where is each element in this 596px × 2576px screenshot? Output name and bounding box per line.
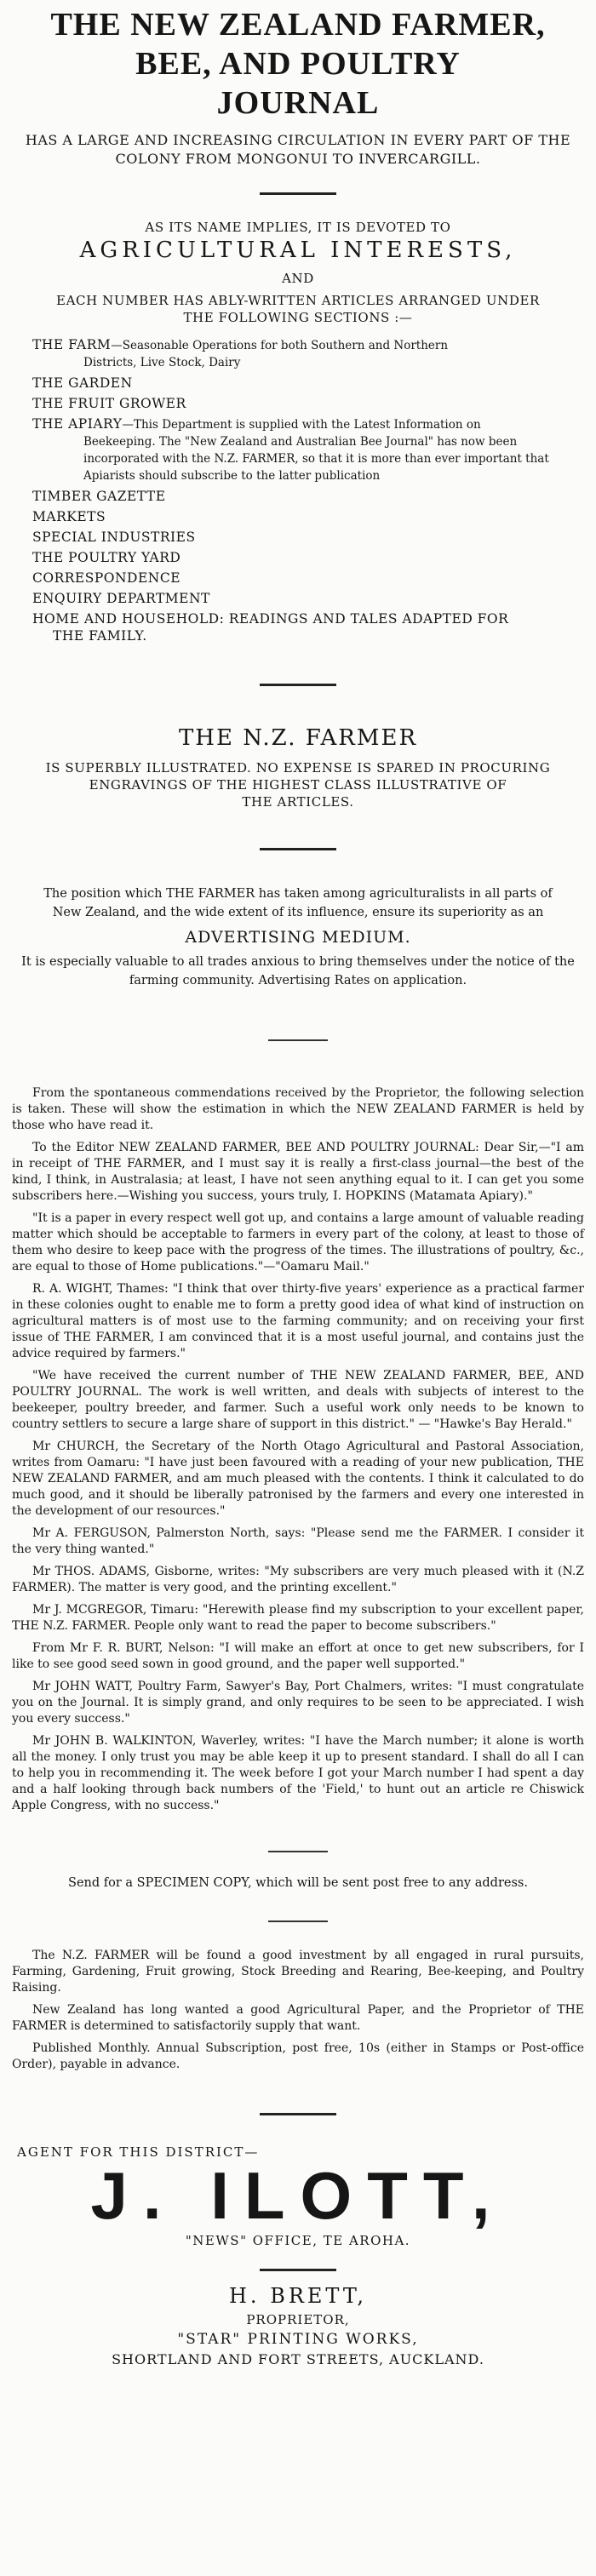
testimonial-item: From Mr F. R. BURT, Nelson: "I will make an effort at once to get new subscribers, for I like to see good seed sown in good ground, and the paper well supported." (12, 1641, 584, 1671)
agricultural-interests-heading: AGRICULTURAL INTERESTS, (79, 238, 517, 263)
section-item (32, 375, 584, 392)
section-desc-cont: Districts, Live Stock, Dairy (83, 356, 241, 369)
circulation-line1: HAS A LARGE AND INCREASING CIRCULATION IN EVERY PART OF THE (25, 132, 571, 148)
section-name: MARKETS (32, 509, 106, 524)
section-name: CORRESPONDENCE (32, 570, 181, 586)
devotion-block (12, 219, 584, 326)
section-name: THE APIARY (32, 416, 123, 432)
testimonial-item: Mr CHURCH, the Secretary of the North Otago Agricultural and Pastoral Association, writes from Oamaru: "I have just been favoured with a reading of your new publication, THE NEW ZEALAND FARMER, and am much pleased with the contents. I think it calculated to do much good, and it should be liberally patronised by the farmers and every one interested in the development of our resources." (12, 1440, 584, 1518)
proprietor-title: PROPRIETOR, (246, 2312, 350, 2327)
devotion-line4: EACH NUMBER HAS ABLY-WRITTEN ARTICLES ARRANGED UNDER (56, 293, 540, 308)
section-name: THE POULTRY YARD (32, 550, 181, 565)
section-name: SPECIAL INDUSTRIES (32, 530, 196, 545)
investment-para2: New Zealand has long wanted a good Agricultural Paper, and the Proprietor of THE FARMER is determined to satisfactorily supply that want. (12, 2003, 584, 2033)
masthead-title-line3: JOURNAL (216, 85, 380, 121)
section-desc: —This Department is supplied with the Latest Information on (122, 418, 481, 432)
masthead-title-line2: BEE, AND POULTRY (135, 46, 461, 82)
illustrated-line1: IS SUPERBLY ILLUSTRATED. NO EXPENSE IS SPARED IN PROCURING (45, 760, 551, 776)
testimonial-item: R. A. WIGHT, Thames: "I think that over thirty-five years' experience as a practical farmer in these colonies ought to enable me to form a pretty good idea of what kind of instruction on agricultural matters is of most use to the farming community; and on receiving your first issue of THE FARMER, I am convinced that it is a most useful journal, and contains just the advice required by farmers." (12, 1282, 584, 1360)
agent-office: "NEWS" OFFICE, TE AROHA. (185, 2233, 411, 2248)
testimonial-item: "It is a paper in every respect well got up, and contains a large amount of valuable reading matter which should be acceptable to farmers in every part of the colony, at least to those of them who desire to keep pace with the progress of the times. The illustrations of poultry, &c., are equal to those of Home publications."—"Oamaru Mail." (12, 1211, 584, 1274)
section-item (32, 336, 584, 371)
printing-works: "STAR" PRINTING WORKS, (177, 2331, 419, 2348)
circulation-line2: COLONY FROM MONGONUI TO INVERCARGILL. (115, 151, 481, 167)
position-line1: The position which THE FARMER has taken among agriculturalists in all parts of (43, 887, 553, 901)
illustrated-heading: THE N.Z. FARMER (178, 725, 418, 751)
masthead-title-line1: THE NEW ZEALAND FARMER, (50, 7, 546, 43)
testimonial-item: Mr JOHN B. WALKINTON, Waverley, writes: "I have the March number; it alone is worth all the money. I only trust you may be able keep it up to present standard. I shall do all I can to help you in recommending it. The week before I got your March number I had spent a day and a half looking through back numbers of the 'Field,' to hunt out an article re Chiswick Apple Congress, with no success." (12, 1734, 584, 1812)
position-line3: It is especially valuable to all trades anxious to bring themselves under the notice of the (21, 955, 575, 969)
devotion-line5: THE FOLLOWING SECTIONS :— (183, 310, 413, 325)
section-item (32, 570, 584, 587)
specimen-copy-line: Send for a SPECIMEN COPY, which will be sent post free to any address. (68, 1876, 528, 1890)
section-item (32, 590, 584, 607)
testimonial-item: Mr J. MCGREGOR, Timaru: "Herewith please find my subscription to your excellent paper, THE N.Z. FARMER. People only want to read the paper to become subscribers." (12, 1603, 584, 1633)
testimonials-block (12, 1085, 584, 1814)
testimonial-item: Mr JOHN WATT, Poultry Farm, Sawyer's Bay, Port Chalmers, writes: "I must congratulate you on the Journal. It is simply grand, and only requires to be seen to be appreciated. I wish you every success." (12, 1680, 584, 1726)
masthead (12, 5, 584, 169)
devotion-line1: AS ITS NAME IMPLIES, IT IS DEVOTED TO (145, 220, 451, 235)
section-desc: —Seasonable Operations for both Southern and Northern (111, 339, 449, 352)
section-name: ENQUIRY DEPARTMENT (32, 591, 210, 606)
section-item (32, 415, 584, 484)
devotion-and: AND (282, 271, 314, 286)
position-block (12, 884, 584, 990)
position-line2: New Zealand, and the wide extent of its influence, ensure its superiority as an (52, 906, 544, 919)
testimonial-item: "We have received the current number of THE NEW ZEALAND FARMER, BEE, AND POULTRY JOURNAL. The work is well written, and deals with subjects of interest to the beekeeper, poultry breeder, and farmer. Such a useful work only needs to be known to country settlers to secure a large share of support in this district." — "Hawke's Bay Herald." (12, 1369, 584, 1431)
section-item (32, 488, 584, 505)
illustrated-block (12, 722, 584, 810)
section-item (32, 529, 584, 546)
proprietor-block (12, 2283, 584, 2367)
investment-para1: The N.Z. FARMER will be found a good investment by all engaged in rural pursuits, Farming, Gardening, Fruit growing, Stock Breeding and Rearing, Bee-keeping, and Poultry Raising. (12, 1949, 584, 1995)
section-item (32, 395, 584, 412)
section-name: HOME AND HOUSEHOLD: READINGS AND TALES ADAPTED FOR (32, 611, 509, 627)
section-item (32, 549, 584, 566)
section-name: TIMBER GAZETTE (32, 489, 166, 504)
testimonials-intro: From the spontaneous commendations received by the Proprietor, the following selection is taken. These will show the estimation in which the NEW ZEALAND FARMER is held by those who have read it. (12, 1086, 584, 1132)
position-line4: farming community. Advertising Rates on application. (129, 974, 467, 987)
section-name: THE FRUIT GROWER (32, 396, 186, 411)
investment-para3: Published Monthly. Annual Subscription, post free, 10s (either in Stamps or Post-office Order), payable in advance. (12, 2041, 584, 2071)
section-name: THE FARM (32, 337, 112, 352)
section-name-cont: THE FAMILY. (53, 628, 147, 644)
illustrated-line2: ENGRAVINGS OF THE HIGHEST CLASS ILLUSTRATIVE OF (89, 777, 507, 793)
proprietor-name: H. BRETT, (229, 2284, 367, 2308)
section-item (32, 508, 584, 525)
agent-name: J. ILOTT, (90, 2158, 506, 2233)
agent-label: AGENT FOR THIS DISTRICT— (17, 2144, 260, 2160)
proprietor-address: SHORTLAND AND FORT STREETS, AUCKLAND. (112, 2351, 484, 2367)
section-item (32, 610, 584, 644)
advertising-medium-heading: ADVERTISING MEDIUM. (185, 928, 411, 947)
agent-block (12, 2144, 584, 2248)
investment-block (12, 1948, 584, 2073)
testimonial-item: Mr A. FERGUSON, Palmerston North, says: "Please send me the FARMER. I consider it the very thing wanted." (12, 1526, 584, 1556)
section-desc-cont: Beekeeping. The "New Zealand and Australian Bee Journal" has now been incorporated with the N.Z. FARMER, so that it is more than ever important that Apiarists should subscribe to the latter publication (83, 435, 549, 483)
section-name: THE GARDEN (32, 375, 133, 391)
testimonial-item: Mr THOS. ADAMS, Gisborne, writes: "My subscribers are very much pleased with it (N.Z FARMER). The matter is very good, and the printing excellent." (12, 1565, 584, 1594)
testimonial-item: To the Editor NEW ZEALAND FARMER, BEE AND POULTRY JOURNAL: Dear Sir,—"I am in receipt of THE FARMER, and I must say it is really a first-class journal—the best of the kind, I think, in Australasia; at least, I have not seen anything equal to it. I can get you some subscribers here.—Wishing you success, yours truly, I. HOPKINS (Matamata Apiary)." (12, 1141, 584, 1203)
sections-list (12, 336, 584, 644)
illustrated-line3: THE ARTICLES. (242, 794, 354, 810)
